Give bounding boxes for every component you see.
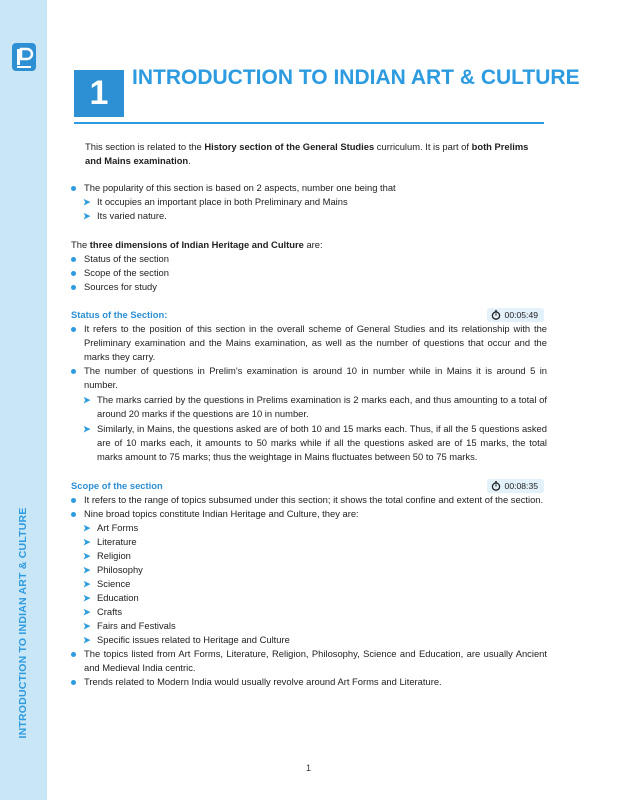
- timer-badge: 00:05:49: [487, 308, 544, 322]
- popularity-list: [71, 181, 547, 223]
- arrow-icon: ➤: [83, 593, 91, 603]
- list-item: The topics listed from Art Forms, Literature, Religion, Philosophy, Science and Education, are usually Ancient and Medieval India centric.: [71, 647, 547, 675]
- sub-item: ➤ It occupies an important place in both Preliminary and Mains: [83, 196, 348, 207]
- topic-item: ➤ Philosophy: [83, 564, 143, 575]
- arrow-icon: ➤: [83, 551, 91, 561]
- title-divider: [74, 122, 544, 124]
- arrow-icon: ➤: [83, 395, 91, 405]
- arrow-icon: ➤: [83, 424, 91, 434]
- stopwatch-icon: [491, 481, 501, 491]
- status-section-body: [71, 322, 547, 464]
- sub-item: ➤ Similarly, in Mains, the questions asked are of both 10 and 15 marks each. Thus, if all the 5 questions asked are of 10 marks each, it amounts to 50 marks while if all the questions asked are of 15 marks, the total marks amount to 75 marks; thus the weightage in Mains fluctuates between 50 to 75 marks.: [83, 423, 547, 462]
- dimensions-list: [71, 238, 547, 294]
- stopwatch-icon: [491, 310, 501, 320]
- list-item: It refers to the position of this section in the overall scheme of General Studies and its relationship with the Preliminary examination and the Mains examination, as well as the number of questions that occur and the marks they carry.: [71, 322, 547, 364]
- topic-item: ➤ Art Forms: [83, 522, 139, 533]
- chapter-title: INTRODUCTION TO INDIAN ART & CULTURE: [132, 66, 580, 89]
- arrow-icon: ➤: [83, 579, 91, 589]
- topic-item: ➤ Specific issues related to Heritage and Culture: [83, 634, 290, 645]
- topic-item: ➤ Education: [83, 592, 139, 603]
- list-item: The popularity of this section is based on 2 aspects, number one being that: [71, 181, 547, 195]
- arrow-icon: ➤: [83, 635, 91, 645]
- arrow-icon: ➤: [83, 565, 91, 575]
- timer-badge: 00:08:35: [487, 479, 544, 493]
- arrow-icon: ➤: [83, 537, 91, 547]
- sidebar-chapter-label: INTRODUCTION TO INDIAN ART & CULTURE: [17, 507, 29, 739]
- list-item: Trends related to Modern India would usually revolve around Art Forms and Literature.: [71, 675, 547, 689]
- sub-item: ➤ Its varied nature.: [83, 210, 167, 221]
- section-title: Status of the Section:: [71, 309, 168, 320]
- list-item: Scope of the section: [71, 266, 547, 280]
- chapter-number: 1: [74, 70, 124, 117]
- arrow-icon: ➤: [83, 621, 91, 631]
- sub-item: ➤ The marks carried by the questions in Prelims examination is 2 marks each, and thus amounting to a total of around 20 marks if the questions are 10 in number.: [83, 394, 547, 419]
- topic-item: ➤ Crafts: [83, 606, 123, 617]
- topic-item: ➤ Fairs and Festivals: [83, 620, 176, 631]
- list-item: Nine broad topics constitute Indian Heritage and Culture, they are:: [71, 507, 547, 521]
- scope-section-header: [71, 479, 547, 493]
- scope-section-body: [71, 493, 547, 689]
- list-item: The number of questions in Prelim's examination is around 10 in number while in Mains it is around 5 in number.: [71, 364, 547, 392]
- topic-item: ➤ Science: [83, 578, 131, 589]
- status-section-header: [71, 308, 547, 322]
- section-title: Scope of the section: [71, 480, 163, 491]
- list-item: Sources for study: [71, 280, 547, 294]
- topic-item: ➤ Literature: [83, 536, 137, 547]
- intro-paragraph: This section is related to the History section of the General Studies curriculum. It is part of both Prelims and Mains examination.: [85, 141, 529, 166]
- arrow-icon: ➤: [83, 523, 91, 533]
- list-item: Status of the section: [71, 252, 547, 266]
- arrow-icon: ➤: [83, 607, 91, 617]
- dimensions-intro: The three dimensions of Indian Heritage and Culture are:: [71, 239, 323, 250]
- page-number: 1: [306, 763, 312, 773]
- list-item: It refers to the range of topics subsumed under this section; it shows the total confine and extent of the section.: [71, 493, 547, 507]
- topic-item: ➤ Religion: [83, 550, 131, 561]
- p-logo-icon: [12, 43, 36, 71]
- arrow-icon: ➤: [83, 211, 91, 221]
- side-bar: [0, 0, 47, 800]
- arrow-icon: ➤: [83, 197, 91, 207]
